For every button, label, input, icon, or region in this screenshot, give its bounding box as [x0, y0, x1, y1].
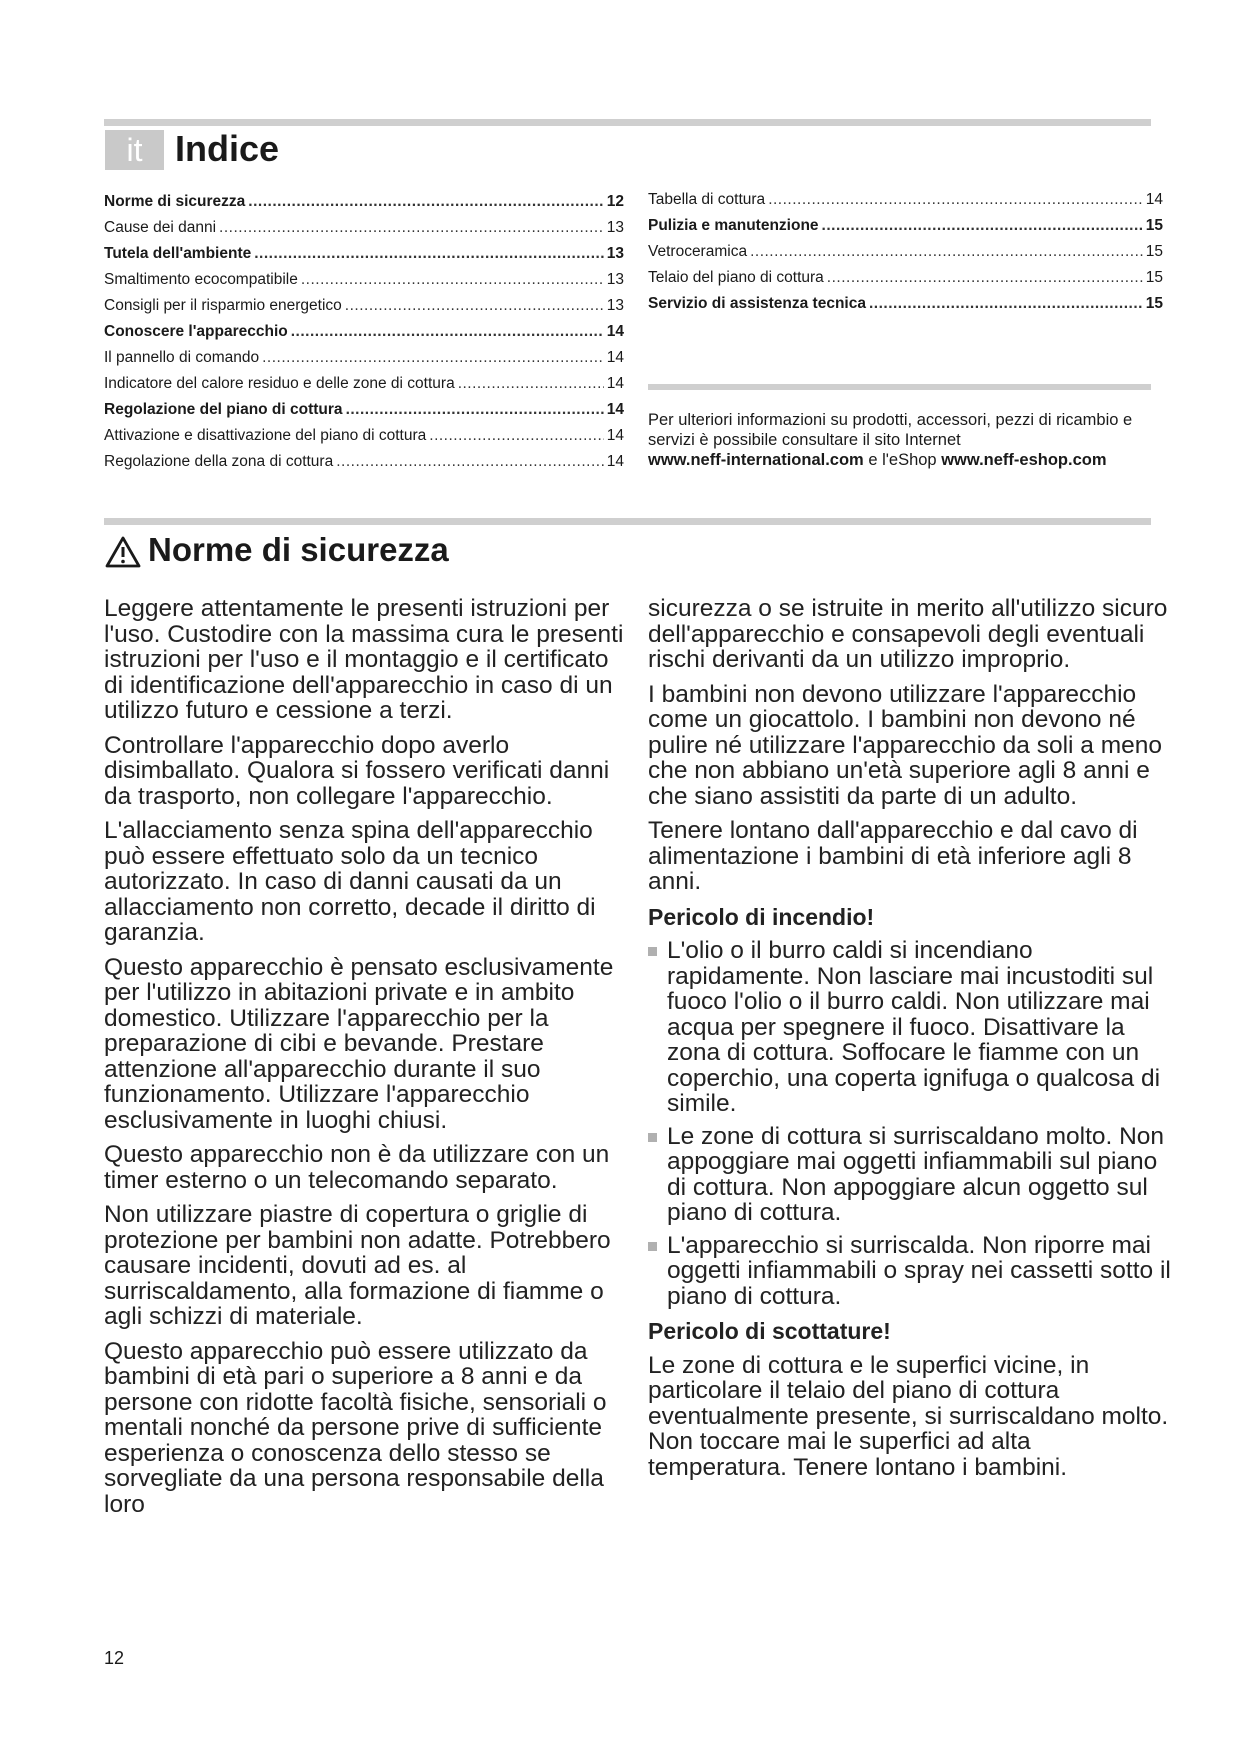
toc-entry-label: Vetroceramica [648, 243, 748, 260]
body-paragraph: Non utilizzare piastre di copertura o griglie di protezione per bambini non adatte. Potrebbero causare incidenti, dovuti ad es. al surriscaldamento, alla formazione di fiamme o agli schizzi di materiale. [104, 1201, 611, 1330]
toc-leader-dots [346, 401, 604, 419]
toc-entry-label: Smaltimento ecocompatibile [104, 271, 298, 288]
toc-leader-dots [458, 375, 604, 393]
toc-entry-label: Pulizia e manutenzione [648, 217, 819, 234]
toc-entry-page: 14 [606, 401, 624, 418]
toc-entry-page: 14 [606, 427, 624, 444]
toc-entry[interactable] [104, 297, 624, 323]
language-tag: it [105, 130, 164, 170]
body-paragraph: I bambini non devono utilizzare l'apparecchio come un giocattolo. I bambini non devono né pulire né utilizzare l'apparecchio da soli a meno che non abbiano un'età superiore agli 8 anni e che siano assistiti da parte di un adulto. [648, 680, 1163, 810]
toc-entry-page: 14 [606, 323, 624, 340]
body-paragraph: Tenere lontano dall'apparecchio e dal cavo di alimentazione i bambini di età inferiore agli 8 anni. [648, 817, 1138, 895]
toc-entry-label: Cause dei danni [104, 219, 217, 236]
toc-leader-dots [262, 349, 604, 367]
toc-leader-dots [219, 219, 604, 237]
page-number: 12 [104, 1648, 125, 1668]
top-rule [104, 119, 1151, 126]
body-paragraph: Leggere attentamente le presenti istruzioni per l'uso. Custodire con la massima cura le presenti istruzioni per l'uso e il montaggio e il certificato di identificazione dell'apparecchio in caso di un utilizzo futuro e cessione a terzi. [104, 595, 624, 724]
toc-leader-dots [429, 427, 603, 445]
toc-entry-label: Attivazione e disattivazione del piano di cottura [104, 427, 427, 444]
toc-entry[interactable] [104, 271, 624, 297]
toc-entry[interactable] [648, 191, 1163, 217]
toc-leader-dots [869, 295, 1143, 313]
fire-bullet-list [648, 938, 1173, 1309]
page-title: Indice [175, 128, 280, 169]
fire-heading: Pericolo di incendio! [648, 903, 875, 930]
toc-right-column [648, 191, 1163, 321]
toc-entry-page: 14 [606, 453, 624, 470]
burn-heading: Pericolo di scottature! [648, 1318, 891, 1344]
toc-entry[interactable] [104, 245, 624, 271]
bullet-item: L'apparecchio si surriscalda. Non riporre mai oggetti infiammabili o spray nei cassetti sotto il piano di cottura. [648, 1233, 1173, 1310]
toc-entry-page: 13 [606, 245, 624, 262]
info-rule [648, 384, 1151, 390]
toc-leader-dots [248, 193, 603, 211]
bullet-item: Le zone di cottura si surriscaldano molto. Non appoggiare mai oggetti infiammabili sul piano di cottura. Non appoggiare alcun oggetto sul piano di cottura. [648, 1124, 1173, 1226]
body-paragraph: Controllare l'apparecchio dopo averlo disimballato. Qualora si fossero verificati danni da trasporto, non collegare l'apparecchio. [104, 731, 610, 810]
toc-entry-page: 12 [606, 193, 624, 210]
toc-entry-label: Indicatore del calore residuo e delle zone di cottura [104, 375, 455, 392]
body-paragraph: Questo apparecchio è pensato esclusivamente per l'utilizzo in abitazioni private e in ambito domestico. Utilizzare l'apparecchio per la preparazione di cibi e bevande. Prestare attenzione all'apparecchio durante il suo funzionamento. Utilizzare l'apparecchio esclusivamente in luoghi chiusi. [104, 953, 614, 1134]
toc-entry-page: 15 [1145, 269, 1163, 286]
eshop-link[interactable]: www.neff-eshop.com [941, 451, 1107, 469]
toc-leader-dots [822, 217, 1143, 235]
info-connector: e l'eShop [863, 451, 942, 469]
toc-entry-page: 13 [606, 271, 624, 288]
body-paragraph: L'allacciamento senza spina dell'apparecchio può essere effettuato solo da un tecnico autorizzato. In caso di danni causati da un allacciamento non corretto, decade il diritto di garanzia. [104, 817, 596, 946]
toc-entry[interactable] [104, 193, 624, 219]
info-box [648, 410, 1168, 470]
body-right-column [648, 596, 1173, 1489]
section-title [104, 531, 449, 569]
toc-entry[interactable] [648, 217, 1163, 243]
toc-entry-page: 14 [606, 349, 624, 366]
toc-leader-dots [345, 297, 604, 315]
toc-entry-label: Tutela dell'ambiente [104, 245, 252, 262]
body-paragraph: sicurezza o se istruite in merito all'utilizzo sicuro dell'apparecchio e consapevoli degli eventuali rischi derivanti da un utilizzo improprio. [648, 595, 1168, 673]
toc-leader-dots [750, 243, 1143, 261]
toc-left-column [104, 193, 624, 479]
bullet-item: L'olio o il burro caldi si incendiano rapidamente. Non lasciare mai incustoditi sul fuoco l'olio o il burro caldi. Non utilizzare mai acqua per spegnere il fuoco. Disattivare la zona di cottura. Soffocare le fiamme con un coperchio, una coperta ignifuga o qualcosa di simile. [648, 938, 1173, 1117]
toc-entry-label: Regolazione della zona di cottura [104, 453, 334, 470]
toc-entry-page: 14 [1145, 191, 1163, 208]
toc-leader-dots [254, 245, 604, 263]
toc-entry-page: 15 [1145, 295, 1163, 312]
toc-entry-page: 14 [606, 375, 624, 392]
body-paragraph: Questo apparecchio non è da utilizzare con un timer esterno o un telecomando separato. [104, 1141, 610, 1194]
toc-entry-label: Tabella di cottura [648, 191, 766, 208]
body-paragraph: Questo apparecchio può essere utilizzato da bambini di età pari o superiore a 8 anni e da persone con ridotte facoltà fisiche, sensoriali o mentali nonché da persone prive di sufficiente esperienza o conoscenza dello stesso se sorvegliate da una persona responsabile della loro [104, 1337, 607, 1518]
toc-entry-label: Telaio del piano di cottura [648, 269, 824, 286]
toc-entry-label: Servizio di assistenza tecnica [648, 295, 866, 312]
body-left-column [104, 596, 629, 1526]
toc-leader-dots [301, 271, 604, 289]
toc-entry[interactable] [104, 427, 624, 453]
toc-entry[interactable] [104, 401, 624, 427]
toc-entry-page: 15 [1145, 243, 1163, 260]
toc-entry-page: 13 [606, 297, 624, 314]
toc-entry[interactable] [104, 349, 624, 375]
burn-text: Le zone di cottura e le superfici vicine, in particolare il telaio del piano di cottura eventualmente presente, si surriscaldano molto. Non toccare mai le superfici ad alta temperatura. Tenere lontano i bambini. [648, 1351, 1169, 1481]
toc-entry[interactable] [648, 295, 1163, 321]
section-rule [104, 518, 1151, 525]
toc-entry-label: Il pannello di comando [104, 349, 260, 366]
toc-entry[interactable] [104, 219, 624, 245]
website-link[interactable]: www.neff-international.com [648, 451, 864, 469]
toc-leader-dots [336, 453, 604, 471]
toc-entry-label: Regolazione del piano di cottura [104, 401, 343, 418]
toc-entry[interactable] [648, 243, 1163, 269]
toc-entry-page: 13 [606, 219, 624, 236]
section-title-text: Norme di sicurezza [148, 531, 449, 568]
toc-entry-label: Conoscere l'apparecchio [104, 323, 288, 340]
toc-entry-label: Consigli per il risparmio energetico [104, 297, 342, 314]
warning-icon [104, 535, 142, 569]
info-text: Per ulteriori informazioni su prodotti, accessori, pezzi di ricambio e servizi è possibile consultare il sito Internet [648, 411, 1133, 449]
toc-entry-page: 15 [1145, 217, 1163, 234]
toc-leader-dots [291, 323, 604, 341]
toc-leader-dots [768, 191, 1143, 209]
toc-entry[interactable] [648, 269, 1163, 295]
toc-entry[interactable] [104, 375, 624, 401]
toc-entry[interactable] [104, 323, 624, 349]
toc-leader-dots [827, 269, 1143, 287]
toc-entry[interactable] [104, 453, 624, 479]
toc-entry-label: Norme di sicurezza [104, 193, 246, 210]
